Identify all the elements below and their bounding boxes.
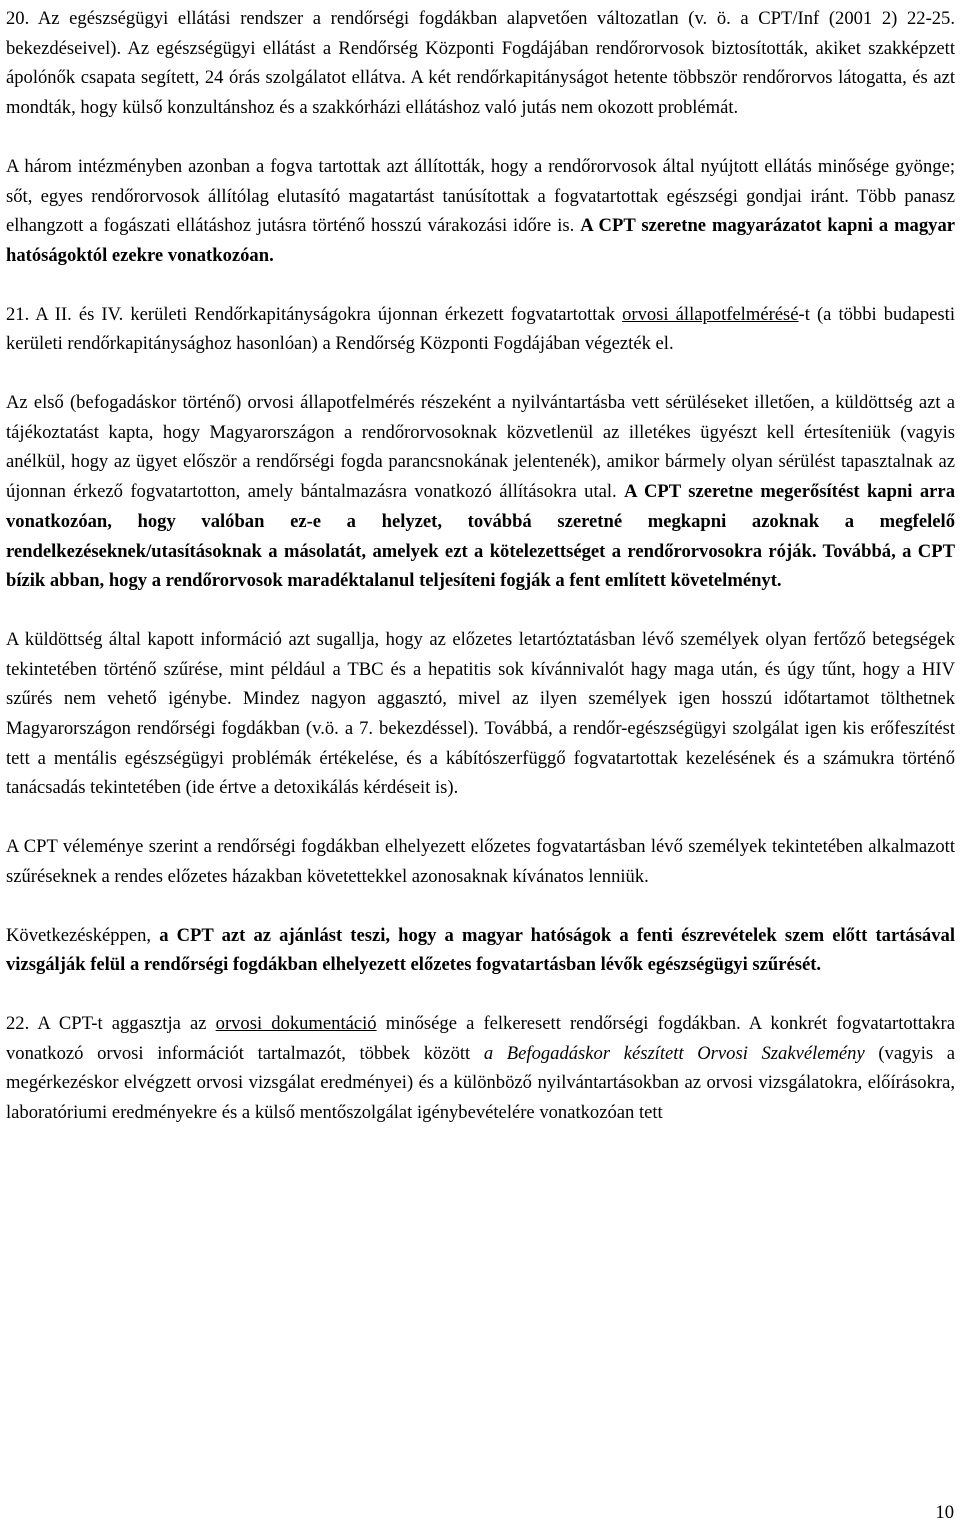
text-run: (vagyis a megérkezéskor elvégzett orvosi vizsgálat eredményei) és a különböző nyilvántartásokban az orvosi vizsgálatokra, előírásokra, laboratóriumi eredményekre és a külső mentőszolgálat igénybevételére vonatkozóan tett	[6, 1042, 955, 1124]
underlined-text: orvosi dokumentáció	[215, 1012, 377, 1034]
paragraph-20-continued	[6, 152, 955, 271]
paragraph-21-injuries	[6, 388, 955, 596]
text-run: A CPT véleménye szerint a rendőrségi fogdákban elhelyezett előzetes fogvatartásban lévő személyek tekintetében alkalmazott szűréseknek a rendes előzetes házakban követettekkel azonosaknak kívánatos lenniük.	[6, 836, 955, 887]
text-run: 22. A CPT-t aggasztja az	[6, 1012, 216, 1034]
underlined-text: orvosi állapotfelmérésé	[622, 303, 799, 325]
text-run: minősége a felkeresett rendőrségi fogdákban. A konkrét fogvatartottakra vonatkozó orvosi információt tartalmazót, többek között	[6, 1012, 955, 1064]
paragraph-21-cpt-opinion	[6, 832, 955, 891]
text-run: -t (a többi budapesti kerületi rendőrkapitánysághoz hasonlóan) a Rendőrség Központi Fogdájában végezték el.	[6, 303, 956, 355]
text-run: Következésképpen,	[6, 924, 160, 946]
text-run: Az első (befogadáskor történő) orvosi állapotfelmérés részeként a nyilvántartásba vett sérüléseket illetően, a küldöttség azt a tájékoztatást kapta, hogy Magyarországon a rendőrorvosoknak közvetlenül az illetékes ügyészt kell értesíteniük (vagyis anélkül, hogy az ügyet először a rendőrségi fogda parancsnokának jelentenék), amikor bármely olyan sérülést tapasztalnak az újonnan érkező fogvatartotton, amely bántalmazásra vonatkozó állításokra utal.	[6, 392, 955, 503]
paragraph-20	[6, 4, 955, 123]
page-number: 10	[935, 1502, 954, 1523]
paragraph-22	[6, 1009, 955, 1128]
bold-text: a CPT azt az ajánlást teszi, hogy a magyar hatóságok a fenti észrevételek szem előtt tartásával vizsgálják felül a rendőrségi fogdákban elhelyezett előzetes fogvatartásban lévők egészségügyi szűrését.	[6, 924, 955, 976]
document-page	[6, 4, 955, 1128]
paragraph-21-screening	[6, 625, 955, 803]
paragraph-21	[6, 300, 955, 359]
text-run: 20. Az egészségügyi ellátási rendszer a rendőrségi fogdákban alapvetően változatlan (v. ö. a CPT/Inf (2001 2) 22-25. bekezdéseivel). Az egészségügyi ellátást a Rendőrség Központi Fogdájában rendőrorvosok biztosították, akiket szakképzett ápolónők csapata segített, 24 órás szolgálatot ellátva. A két rendőrkapitányságot hetente többször rendőrorvos látogatta, és azt mondták, hogy külső konzultánshoz és a szakkórházi ellátáshoz való jutás nem okozott problémát.	[6, 8, 955, 119]
bold-text: A CPT szeretne megerősítést kapni arra vonatkozóan, hogy valóban ez-e a helyzet, továbbá szeretné megkapni azoknak a megfelelő rendelkezéseknek/utasításoknak a másolatát, amelyek ezt a kötelezettséget a rendőrorvosokra róják. Továbbá, a CPT bízik abban, hogy a rendőrorvosok maradéktalanul teljesíteni fogják a fent említett követelményt.	[6, 481, 955, 592]
bold-text: A CPT szeretne magyarázatot kapni a magyar hatóságoktól ezekre vonatkozóan.	[6, 215, 955, 266]
text-run: A három intézményben azonban a fogva tartottak azt állították, hogy a rendőrorvosok által nyújtott ellátás minősége gyönge; sőt, egyes rendőrorvosok állítólag elutasító magatartást tanúsítottak a fogvatartottak egészségi gondjai iránt. Több panasz elhangzott a fogászati ellátáshoz jutásra történő hosszú várakozási időre is.	[6, 155, 955, 237]
italic-text: a Befogadáskor készített Orvosi Szakvélemény	[483, 1042, 865, 1064]
paragraph-21-recommendation	[6, 921, 955, 980]
text-run: A küldöttség által kapott információ azt sugallja, hogy az előzetes letartóztatásban lévő személyek olyan fertőző betegségek tekintetében történő szűrése, mint például a TBC és a hepatitis sok kívánnivalót hagy maga után, és úgy tűnt, hogy a HIV szűrés nem vehető igénybe. Mindez nagyon aggasztó, mivel az ilyen személyek igen hosszú időtartamot tölthetnek Magyarországon rendőrségi fogdákban (v.ö. a 7. bekezdéssel). Továbbá, a rendőr-egészségügyi szolgálat igen kis erőfeszítést tett a mentális egészségügyi problémák értékelése, és a kábítószerfüggő fogvatartottak kezelésének és a számukra történő tanácsadás tekintetében (ide értve a detoxikálás kérdéseit is).	[6, 628, 955, 799]
text-run: 21. A II. és IV. kerületi Rendőrkapitányságokra újonnan érkezett fogvatartottak	[6, 303, 623, 325]
